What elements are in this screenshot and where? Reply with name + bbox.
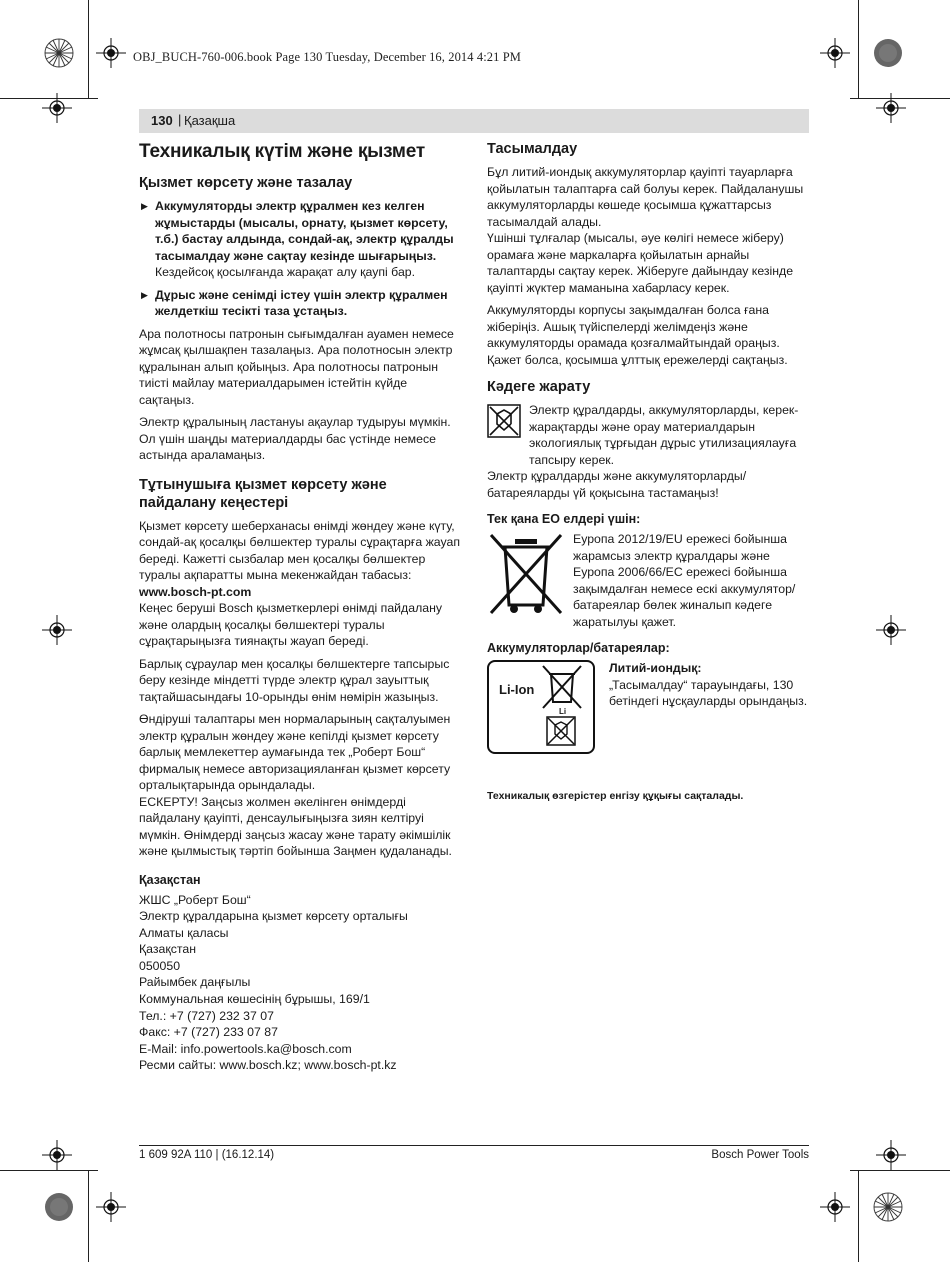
li-small-label: Li	[559, 707, 567, 716]
header-separator: |	[178, 112, 182, 127]
service-url-link[interactable]: www.bosch-pt.com	[139, 584, 252, 599]
paragraph: Қызмет көрсету шеберханасы өнімді жөндеу және күту, сондай-ақ қосалқы бөлшектер туралы сұрақтарға жауап береді. Кажетті сызбалар мен қосалқы бөлшектер туралы ақпаратты мына мекенжайдан табасыз:	[139, 518, 461, 582]
address-line: Алматы қаласы	[139, 925, 229, 940]
section-heading-transport: Тасымалдау	[487, 141, 578, 157]
paragraph: Еуропа 2012/19/EU ережесі бойынша жарамсыз электр құралдары және Еуропа 2006/66/EC ережесі бойынша зақымдалған немесе ескі аккумулятор/батареялар бөлек жиналып кәдеге жаратылуы қажет.	[573, 532, 796, 629]
paragraph: Үшінші тұлғалар (мысалы, әуе көлігі немесе жіберу) орамаға және маркаларға қойылатын арнайы талаптарды сақтау керек. Жіберуге дайындау кезінде қауіпті жүктер маманына хабарласу керек.	[487, 231, 794, 295]
li-ion-text-block	[609, 660, 809, 710]
address-line: Факс: +7 (727) 233 07 87	[139, 1025, 278, 1040]
star-target-icon	[873, 1192, 903, 1222]
li-ion-row	[487, 660, 809, 754]
email-line[interactable]: E-Mail: info.powertools.ka@bosch.com	[139, 1041, 352, 1056]
bullet-item	[139, 198, 461, 281]
address-line: ЖШС „Роберт Бош“	[139, 892, 251, 907]
crop-mark	[88, 1170, 89, 1262]
paragraph: Электр құралының ластануы ақаулар тудыруы мүмкін. Ол үшін шаңды материалдарды бас үстінде немесе астында араламаңыз.	[139, 415, 451, 462]
address-line: Электр құралдарына қызмет көрсету орталығы	[139, 909, 408, 924]
registration-mark-icon	[876, 1140, 906, 1170]
address-line: Қазақстан	[139, 942, 196, 957]
registration-mark-icon	[42, 615, 72, 645]
crop-mark	[850, 1170, 950, 1171]
address-line: Райымбек даңғылы	[139, 975, 251, 990]
paragraph: Кеңес беруші Bosch қызметкерлері өнімді пайдалану және олардың қосалқы бөлшектері туралы сұрақтарыңызға тиянақты жауап береді.	[139, 601, 443, 648]
paragraph: Барлық сұраулар мен қосалқы бөлшектерге тапсырыс беру кезінде міндетті түрде электр құрал зауыттық тақтайшасындағы 10-орынды өнім нөмірін жазыңыз.	[139, 656, 450, 704]
bullet-item	[139, 287, 461, 320]
footer-rule	[139, 1145, 809, 1146]
eu-row	[487, 531, 809, 630]
disposal-row	[487, 402, 809, 468]
registration-mark-icon	[876, 615, 906, 645]
crop-mark	[858, 0, 859, 98]
registration-mark-icon	[42, 93, 72, 123]
paragraph: „Тасымалдау“ тарауындағы, 130 бетіндегі нұсқауларды орындаңыз.	[609, 677, 808, 708]
recycle-crossed-icon	[487, 404, 521, 438]
bullet-text: Кездейсоқ қосылғанда жарақат алу қаупі бар.	[155, 265, 416, 279]
eu-heading: Тек қана ЕО елдері үшін:	[487, 512, 641, 526]
li-ion-heading: Литий-иондық:	[609, 661, 702, 675]
footer-brand: Bosch Power Tools	[711, 1149, 809, 1161]
registration-mark-icon	[96, 1192, 126, 1222]
gray-target-icon	[873, 38, 903, 68]
registration-mark-icon	[42, 1140, 72, 1170]
li-ion-label: Li-Ion	[499, 682, 535, 697]
paragraph: Бұл литий-иондық аккумуляторлар қауіпті тауарларға қойылатын талаптарға сай болуы керек. Пайдаланушы аккумуляторларды көшеде қосымша құжаттарсыз тасымалдай алады.	[487, 165, 804, 229]
country-heading: Қазақстан	[139, 872, 201, 887]
language-label: Қазақша	[184, 113, 236, 128]
left-column	[139, 140, 461, 1074]
rights-note: Техникалық өзгерістер енгізу құқығы сақталады.	[487, 790, 744, 802]
section-heading-maintenance: Қызмет көрсету және тазалау	[139, 175, 353, 191]
section-heading-service: Тұтынушыға қызмет көрсету және пайдалану кеңестері	[139, 476, 387, 511]
address-line: Тел.: +7 (727) 232 37 07	[139, 1008, 274, 1023]
star-target-icon	[44, 38, 74, 68]
registration-mark-icon	[96, 38, 126, 68]
registration-mark-icon	[820, 38, 850, 68]
paragraph: Аккумуляторды корпусы зақымдалған болса ғана жіберіңіз. Ашық түйіспелерді желімдеңіз және аккумуляторды орамада қозғалмайтындай ораңыз. Қажет болса, қосымша ұлттық ережелерді сақтаңыз.	[487, 303, 788, 367]
paragraph: Электр құралдарды, аккумуляторларды, керек-жарақтарды және орау материалдарын экологиялық тұрғыдан дұрыс утилизациялауға тапсыру керек.	[529, 403, 799, 467]
crop-mark	[88, 0, 89, 98]
print-file-info: OBJ_BUCH-760-006.book Page 130 Tuesday, December 16, 2014 4:21 PM	[133, 50, 521, 64]
paragraph: Ара полотносы патронын сығымдалған ауамен немесе жұмсақ қылшақпен тазалаңыз. Ара полотносын электр құралынан алып қойыңыз. Ара полотносы патронын тиісті майлау материалдарымен істейтін күйде сақтаңыз.	[139, 326, 454, 407]
crop-mark	[858, 1170, 859, 1262]
bullet-bold-text: Аккумуляторды электр құралмен кез келген жұмыстарды (мысалы, орнату, қызмет көрсету, т.б.) бастау алдында, сондай-ақ, электр құралды тасымалдау және сақтау кезінде шығарыңыз.	[155, 199, 454, 263]
registration-mark-icon	[820, 1192, 850, 1222]
page-title: Техникалық күтім және қызмет	[139, 141, 425, 162]
address-line: Коммунальная көшесінің бұрышы, 169/1	[139, 992, 370, 1007]
service-address	[139, 892, 461, 1075]
right-column	[487, 140, 809, 811]
paragraph: Электр құралдарды және аккумуляторларды/батареяларды үй қоқысына тастамаңыз!	[487, 469, 747, 500]
recycle-crossed-small-icon	[546, 716, 576, 746]
footer-doc-number: 1 609 92A 110 | (16.12.14)	[139, 1149, 275, 1161]
crossed-bin-icon	[487, 531, 565, 617]
crop-mark	[0, 1170, 98, 1171]
warning-paragraph: ЕСКЕРТУ! Заңсыз жолмен әкелінген өнімдерді пайдалану қауіпті, денсаулығыңызға зиян келтіруі мүмкін. Өнімдерді заңсыз жасау және тарату әкімшілік және қылмыстық тәртіп бойынша Заңмен қудаланады.	[139, 794, 452, 858]
registration-mark-icon	[876, 93, 906, 123]
page-header	[139, 109, 809, 133]
address-line: 050050	[139, 958, 181, 973]
page-number: 130	[151, 113, 173, 128]
li-ion-symbol-box	[487, 660, 595, 754]
gray-target-icon	[44, 1192, 74, 1222]
batteries-heading: Аккумуляторлар/батареялар:	[487, 641, 670, 655]
website-line[interactable]: Ресми сайты: www.bosch.kz; www.bosch-pt.kz	[139, 1058, 397, 1073]
paragraph: Өндіруші талаптары мен нормаларының сақталуымен электр құралын жөндеу және кепілді қызмет көрсету барлық мемлекеттер аумағында тек „Роберт Бош“ фирмалық немесе авторизацияланған қызмет көрсету орталықтарында орындалады.	[139, 712, 451, 792]
section-heading-disposal: Кәдеге жарату	[487, 379, 591, 395]
bullet-bold-text: Дұрыс және сенімді істеу үшін электр құралмен желдеткіш тесікті таза ұстаңыз.	[155, 287, 448, 318]
